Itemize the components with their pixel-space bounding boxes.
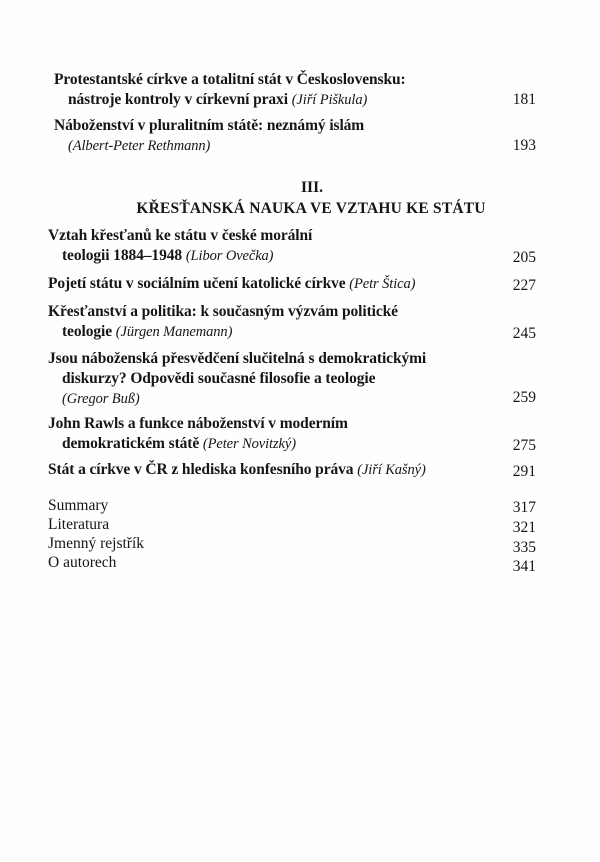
entry-title-line: Stát a církve v ČR z hlediska konfesního práva bbox=[48, 461, 354, 478]
entry-author: (Gregor Buß) bbox=[62, 391, 140, 407]
back-matter-page: 321 bbox=[512, 519, 536, 536]
entry-title-line: Křesťanství a politika: k současným výzvám politické bbox=[48, 303, 398, 320]
back-matter-item-literatura: Literatura bbox=[48, 516, 110, 533]
entry-author: (Jürgen Manemann) bbox=[115, 324, 233, 340]
entry-page-number: 259 bbox=[512, 389, 536, 406]
entry-page-number: 291 bbox=[512, 463, 536, 480]
back-matter-page: 335 bbox=[512, 539, 536, 556]
entry-title-line: Pojetí státu v sociálním učení katolické církve bbox=[48, 275, 346, 292]
entry-author: (Peter Novitzký) bbox=[202, 436, 296, 452]
part-number: III. bbox=[301, 179, 323, 196]
back-matter-item-o-autorech: O autorech bbox=[48, 554, 117, 571]
entry-author: (Jiří Piškula) bbox=[291, 92, 368, 108]
back-matter-item-rejstrik: Jmenný rejstřík bbox=[48, 535, 144, 552]
entry-author: (Petr Štica) bbox=[349, 276, 416, 292]
entry-title-line: Náboženství v pluralitním státě: neznámý islám bbox=[54, 117, 365, 134]
entry-title-line: Protestantské církve a totalitní stát v Československu: bbox=[54, 71, 406, 88]
entry-page-number: 227 bbox=[512, 277, 536, 294]
entry-page-number: 245 bbox=[512, 325, 536, 342]
entry-page-number: 181 bbox=[512, 91, 536, 108]
entry-page-number: 205 bbox=[512, 249, 536, 266]
part-title: KŘESŤANSKÁ NAUKA VE VZTAHU KE STÁTU bbox=[136, 200, 486, 217]
entry-page-number: 193 bbox=[512, 137, 536, 154]
entry-title-line: John Rawls a funkce náboženství v moderním bbox=[48, 415, 348, 432]
entry-title-line: teologie bbox=[62, 323, 112, 340]
entry-title-line: demokratickém státě bbox=[62, 435, 200, 452]
back-matter-page: 341 bbox=[512, 558, 536, 575]
entry-author: (Libor Ovečka) bbox=[185, 248, 274, 264]
entry-author: (Albert-Peter Rethmann) bbox=[68, 138, 211, 154]
entry-author: (Jiří Kašný) bbox=[357, 462, 426, 478]
entry-title-line: nástroje kontroly v církevní praxi bbox=[68, 91, 288, 108]
back-matter-page: 317 bbox=[512, 499, 536, 516]
entry-page-number: 275 bbox=[512, 437, 536, 454]
entry-title-line: Jsou náboženská přesvědčení slučitelná s demokratickými bbox=[48, 350, 427, 367]
back-matter-item-summary: Summary bbox=[48, 497, 109, 514]
entry-title-line: Vztah křesťanů ke státu v české morální bbox=[48, 227, 313, 244]
entry-title-line: teologii 1884–1948 bbox=[62, 247, 183, 264]
entry-title-line: diskurzy? Odpovědi současné filosofie a teologie bbox=[62, 370, 376, 387]
